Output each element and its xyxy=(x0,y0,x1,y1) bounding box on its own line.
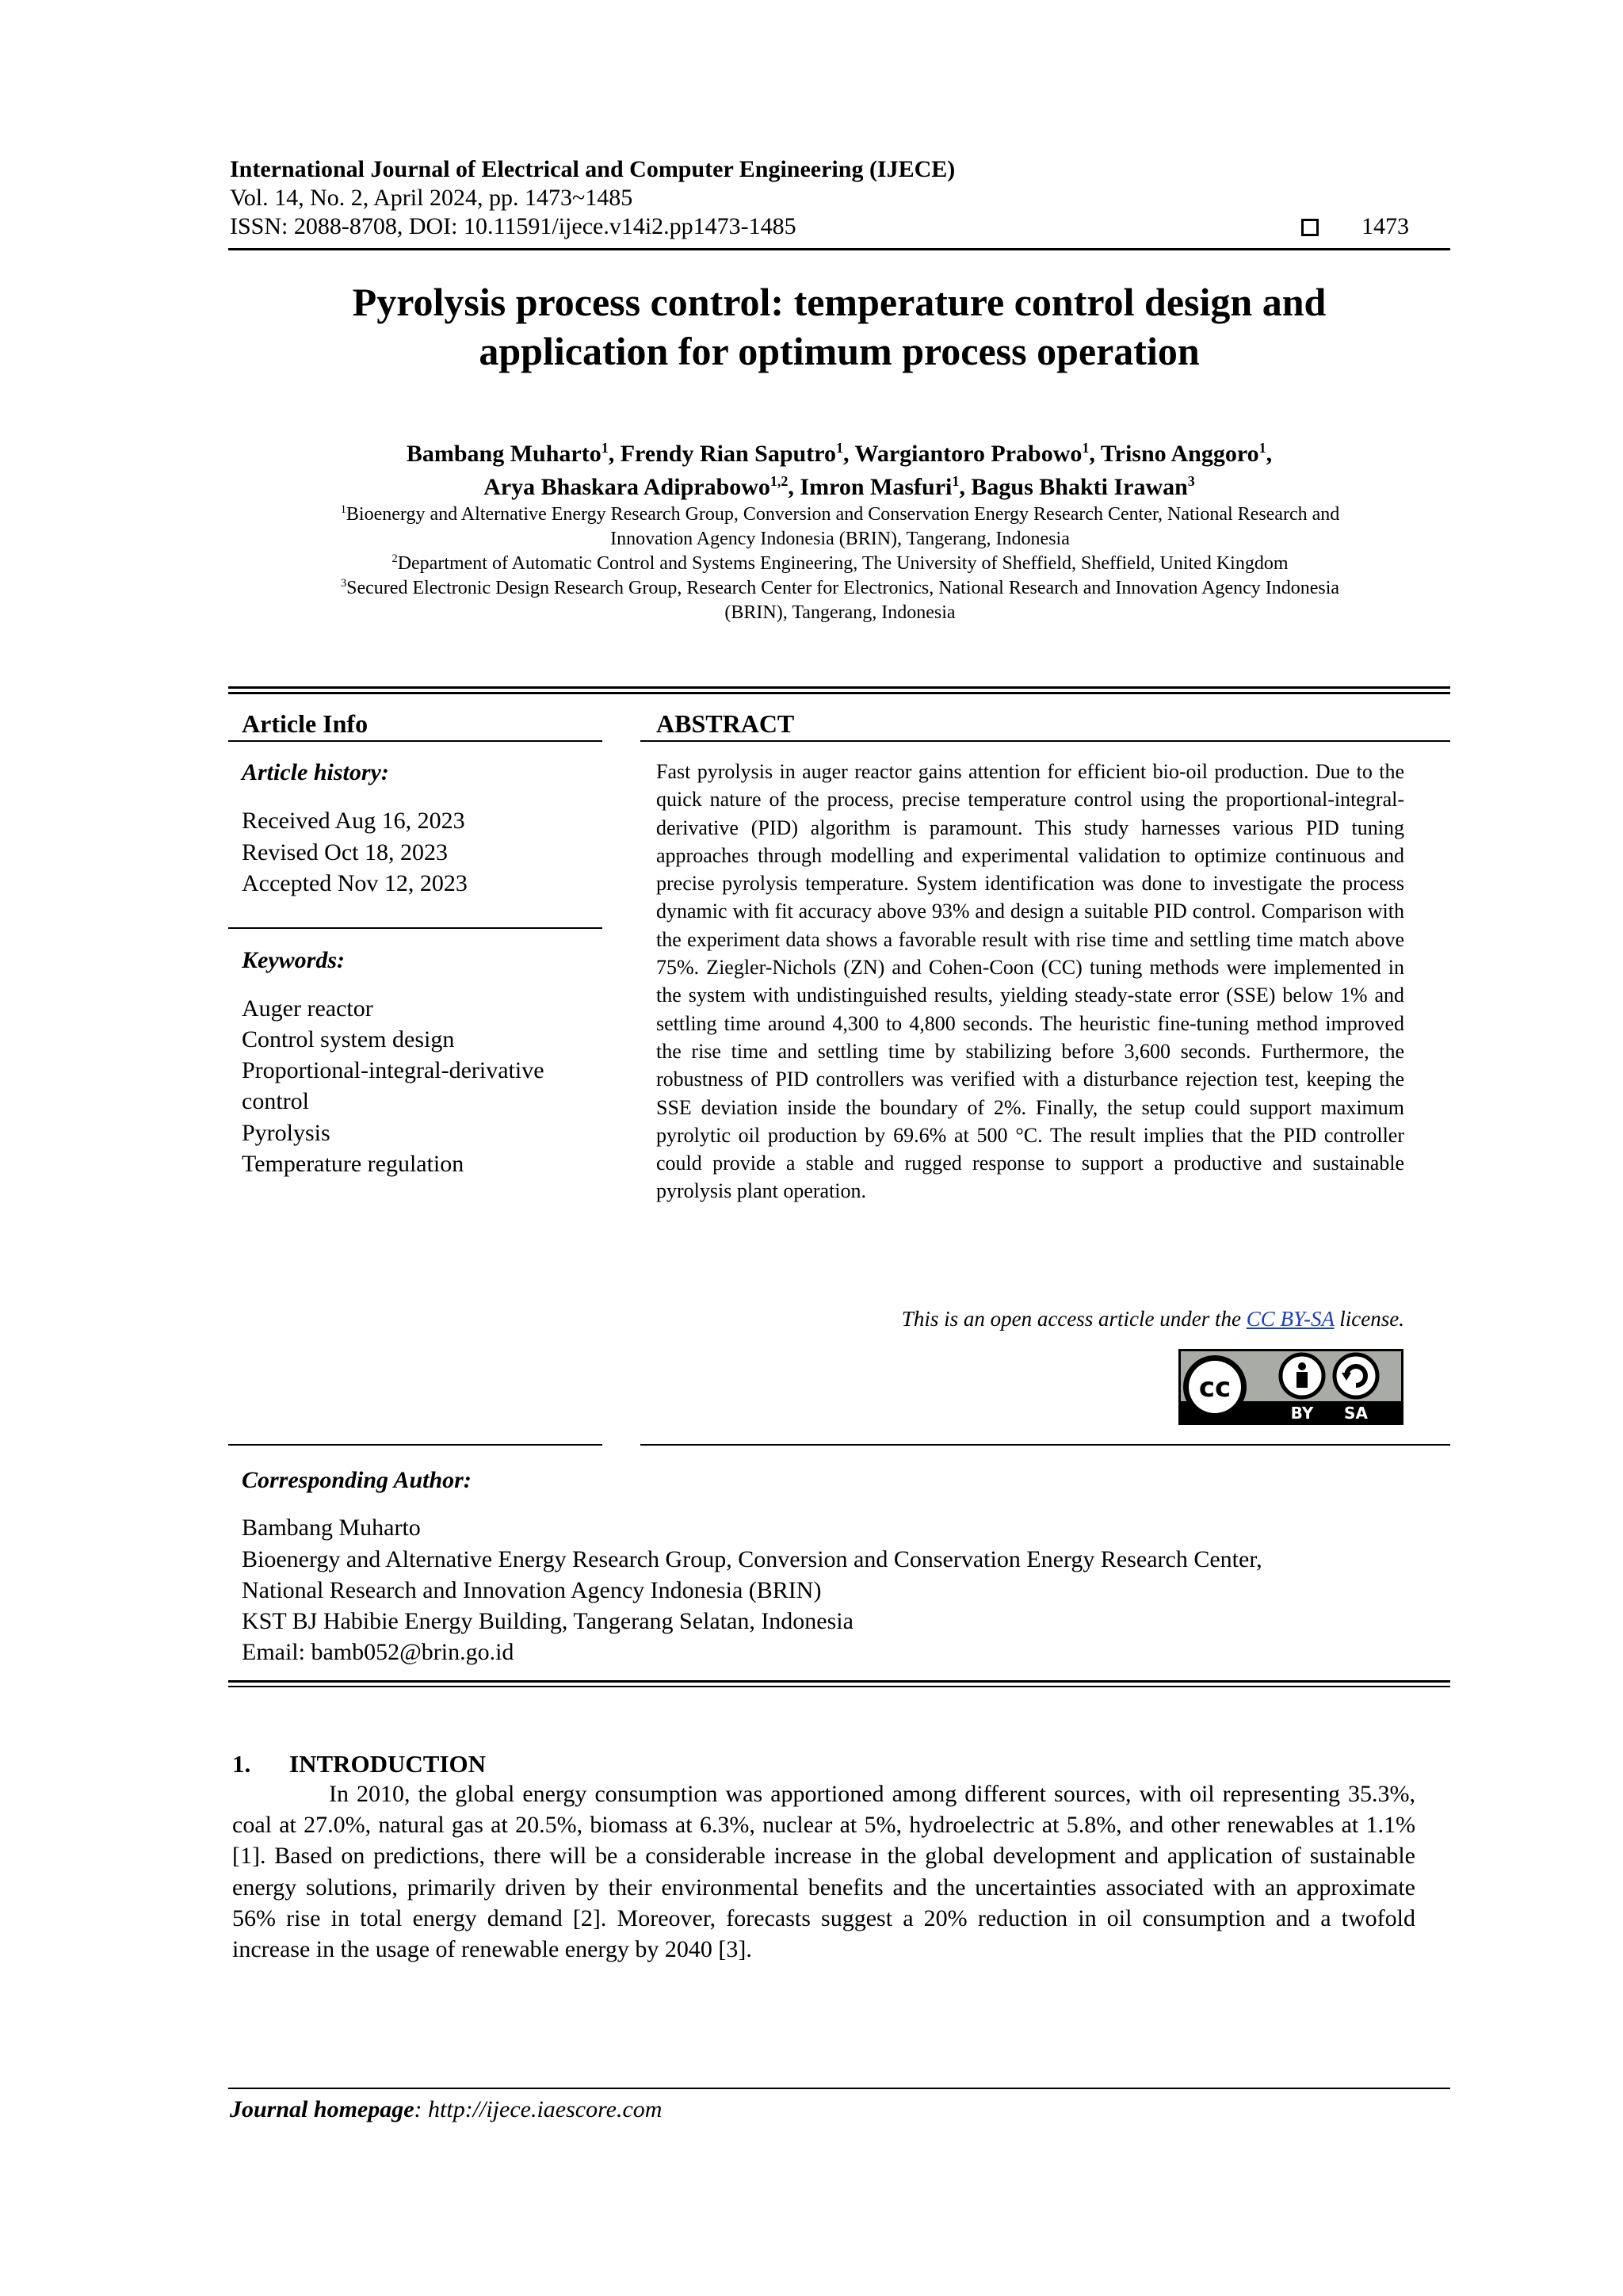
abstract-rule xyxy=(640,740,1450,742)
history-rule xyxy=(228,927,602,929)
affiliation-text: Innovation Agency Indonesia (BRIN), Tangerang, Indonesia xyxy=(610,529,1070,549)
square-icon xyxy=(1301,219,1319,236)
author-sup: 1 xyxy=(952,473,960,489)
abstract-bottom-rule xyxy=(640,1444,1450,1446)
author-name: Arya Bhaskara Adiprabowo xyxy=(483,474,770,500)
author-sep: , xyxy=(843,441,855,467)
corresponding-address: KST BJ Habibie Energy Building, Tangerang Selatan, Indonesia xyxy=(242,1608,854,1634)
author-sep: , xyxy=(608,441,621,467)
attribution-head xyxy=(1298,1362,1306,1370)
author-name: Bambang Muharto xyxy=(406,441,601,467)
author-sup: 1 xyxy=(1082,440,1090,456)
abstract-heading: ABSTRACT xyxy=(656,709,795,738)
introduction-paragraph: In 2010, the global energy consumption was apportioned among different sources, with oil representing 35.3%, coal at 27.0%, natural gas at 20.5%, biomass at 6.3%, nuclear at 5%, hydroelectric at 5.8%, and other renewables at 1.1% [1]. Based on predictions, there will be a considerable increase in the global development and application of sustainable energy solutions, primarily driven by their environmental benefits and the uncertainties associated with an approximate 56% rise in total energy demand [2]. Moreover, forecasts suggest a 20% reduction in oil consumption and a twofold increase in the usage of renewable energy by 2040 [3]. xyxy=(232,1781,1415,1963)
cc-by-sa-link[interactable]: CC BY-SA xyxy=(1246,1307,1335,1331)
section-number: 1. xyxy=(232,1750,251,1778)
affiliation-2 xyxy=(238,552,1442,576)
section-title: INTRODUCTION xyxy=(289,1750,487,1778)
homepage-label: Journal homepage xyxy=(230,2096,414,2122)
keywords-rule xyxy=(228,1444,602,1446)
introduction-heading xyxy=(232,1748,486,1780)
section-rule-bottom xyxy=(228,1680,1450,1683)
keyword-item: Proportional-integral-derivative xyxy=(242,1057,544,1083)
accepted-date: Accepted Nov 12, 2023 xyxy=(242,870,468,896)
affiliation-sup: 1 xyxy=(340,503,346,516)
affiliation-text: Secured Electronic Design Research Group, Research Center for Electronics, National Research and Innovation Agency Indonesia xyxy=(346,578,1340,598)
keyword-item: control xyxy=(242,1088,309,1114)
article-history-label: Article history: xyxy=(242,759,389,785)
journal-name: International Journal of Electrical and Computer Engineering (IJECE) xyxy=(230,156,956,182)
paper-title xyxy=(230,277,1449,376)
license-suffix: license. xyxy=(1334,1307,1404,1331)
author-name: Wargiantoro Prabowo xyxy=(854,441,1083,467)
author-sep: , xyxy=(788,474,800,500)
journal-homepage xyxy=(230,2094,662,2126)
journal-volume: Vol. 14, No. 2, April 2024, pp. 1473~1485 xyxy=(230,185,633,211)
author-sep: , xyxy=(1089,441,1101,467)
keyword-item: Pyrolysis xyxy=(242,1120,330,1146)
attribution-body xyxy=(1296,1372,1308,1388)
by-label: BY xyxy=(1290,1404,1314,1423)
corresponding-email: Email: bamb052@brin.go.id xyxy=(242,1639,514,1665)
abstract-body: Fast pyrolysis in auger reactor gains attention for efficient bio-oil production. Due to the quick nature of the process, precise temperature control using the proportional-integral-derivative (PID) algorithm is paramount. This study harnesses various PID tuning approaches through modelling and experimental validation to optimize continuous and precise pyrolysis temperature. System identification was done to investigate the process dynamic with fit accuracy above 93% and design a suitable PID control. Comparison with the experiment data shows a favorable result with rise time and settling time match above 75%. Ziegler-Nichols (ZN) and Cohen-Coon (CC) tuning methods were implemented in the system with undistinguished results, yielding steady-state error (SSE) below 1% and settling time around 4,300 to 4,800 seconds. The heuristic fine-tuning method improved the rise time and settling time by stabilizing before 3,600 seconds. Furthermore, the robustness of PID controllers was verified with a disturbance rejection test, keeping the SSE deviation inside the boundary of 2%. Finally, the setup could support maximum pyrolytic oil production by 69.6% at 500 °C. The result implies that the PID controller could provide a stable and rugged response to support a productive and sustainable pyrolysis plant operation. xyxy=(656,760,1404,1203)
author-sup: 1 xyxy=(1258,440,1266,456)
homepage-url[interactable]: : http://ijece.iaescore.com xyxy=(414,2096,663,2122)
article-info-heading: Article Info xyxy=(242,709,369,738)
author-sup: 1 xyxy=(836,440,843,456)
corresponding-author-name: Bambang Muharto xyxy=(242,1515,421,1541)
author-name: Imron Masfuri xyxy=(800,474,953,500)
affiliation-text: Bioenergy and Alternative Energy Research Group, Conversion and Conservation Energy Research Center, National Research and xyxy=(346,504,1340,525)
received-date: Received Aug 16, 2023 xyxy=(242,808,465,834)
affiliation-sup: 2 xyxy=(391,552,398,565)
article-info-rule xyxy=(228,740,602,742)
header-rule xyxy=(228,248,1450,250)
author-sep: , xyxy=(959,474,972,500)
corresponding-affiliation-2: National Research and Innovation Agency Indonesia (BRIN) xyxy=(242,1577,822,1603)
sa-label: SA xyxy=(1344,1404,1368,1423)
section-rule-bottom-2 xyxy=(228,1686,1450,1687)
author-name: Frendy Rian Saputro xyxy=(620,441,836,467)
author-sup: 1,2 xyxy=(769,473,789,489)
author-name: Bagus Bhakti Irawan xyxy=(971,474,1188,500)
corresponding-author-label: Corresponding Author: xyxy=(242,1467,472,1493)
author-line-1 xyxy=(230,437,1449,471)
affiliation-1 xyxy=(238,502,1442,552)
keyword-item: Auger reactor xyxy=(242,995,373,1022)
author-list xyxy=(230,437,1449,504)
section-rule-top xyxy=(228,686,1450,689)
affiliation-text: Department of Automatic Control and Systems Engineering, The University of Sheffield, Sheffield, United Kingdom xyxy=(397,553,1289,574)
license-statement xyxy=(656,1305,1404,1333)
corresponding-affiliation-1: Bioenergy and Alternative Energy Research Group, Conversion and Conservation Energy Research Center, xyxy=(242,1546,1262,1572)
license-prefix: This is an open access article under the xyxy=(901,1307,1247,1331)
title-line-1: Pyrolysis process control: temperature control design and xyxy=(352,280,1327,324)
author-sup: 1 xyxy=(601,440,609,456)
author-sep: , xyxy=(1266,441,1273,467)
cc-by-sa-badge[interactable] xyxy=(1178,1349,1403,1425)
share-alike-icon xyxy=(1335,1354,1377,1397)
section-rule-top-2 xyxy=(228,692,1450,694)
journal-issn-doi: ISSN: 2088-8708, DOI: 10.11591/ijece.v14i2.pp1473-1485 xyxy=(230,213,796,239)
cc-icon: cc xyxy=(1198,1372,1232,1404)
page-number: 1473 xyxy=(1361,213,1409,239)
footer-rule xyxy=(228,2088,1450,2089)
keywords-label: Keywords: xyxy=(242,947,345,973)
affiliation-sup: 3 xyxy=(340,577,347,590)
affiliation-3 xyxy=(238,576,1442,625)
title-line-2: application for optimum process operation xyxy=(479,329,1200,373)
author-sup: 3 xyxy=(1187,473,1195,489)
keyword-item: Temperature regulation xyxy=(242,1151,464,1177)
author-line-2 xyxy=(230,471,1449,504)
author-name: Trisno Anggoro xyxy=(1100,441,1259,467)
affiliation-text: (BRIN), Tangerang, Indonesia xyxy=(724,602,956,623)
keyword-item: Control system design xyxy=(242,1026,455,1052)
revised-date: Revised Oct 18, 2023 xyxy=(242,839,448,865)
